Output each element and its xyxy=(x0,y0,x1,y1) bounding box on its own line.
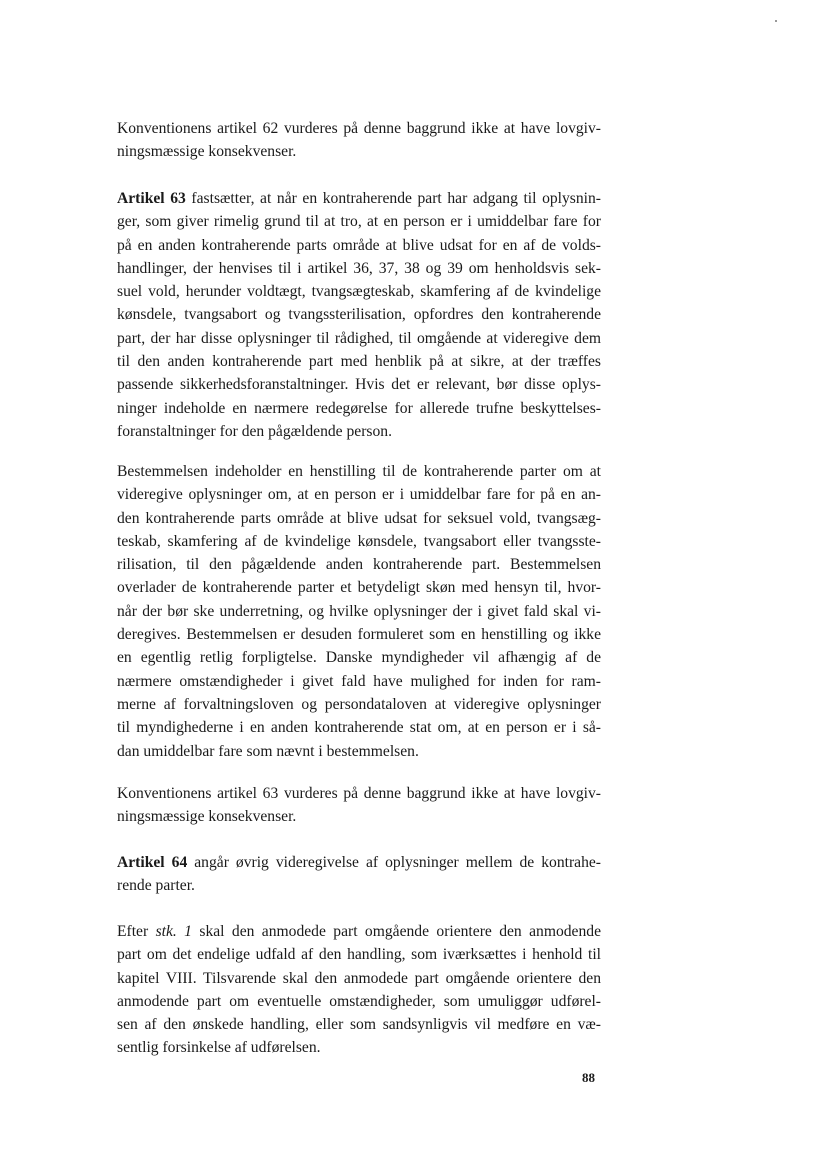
text-line: kapitel VIII. Tilsvarende skal den anmodede part omgående orientere den xyxy=(117,969,601,987)
subsection-reference: stk. 1 xyxy=(155,923,192,940)
text-line: den kontraherende parts område at blive udsat for seksuel vold, tvangsæg- xyxy=(117,509,601,527)
text-line: ningsmæssige konsekvenser. xyxy=(117,808,297,826)
text-line: på en anden kontraherende parts område at blive udsat for en af de volds- xyxy=(117,236,601,254)
text-line: til myndighederne i en anden kontraherende stat om, at en person er i så- xyxy=(117,719,601,737)
text-line: kønsdele, tvangsabort og tvangssterilisation, opfordres den kontraherende xyxy=(117,306,601,324)
text-line: deregives. Bestemmelsen er desuden formuleret som en henstilling og ikke xyxy=(117,626,601,644)
text-line: merne af forvaltningsloven og persondataloven at videregive oplysninger xyxy=(117,695,601,713)
article-heading: Artikel 63 xyxy=(117,190,186,207)
text-line: rende parter. xyxy=(117,877,195,895)
text-line: rilisation, til den pågældende anden kontraherende part. Bestemmelsen xyxy=(117,556,601,574)
text-line: til den anden kontraherende part med henblik på at sikre, at der træffes xyxy=(117,353,601,371)
text-line: Artikel 64 angår øvrig videregivelse af oplysninger mellem de kontrahe- xyxy=(117,854,601,871)
text-line: når der bør ske underretning, og hvilke oplysninger der i givet fald skal vi- xyxy=(117,602,601,620)
text-line: teskab, skamfering af de kvindelige kønsdele, tvangsabort eller tvangsste- xyxy=(117,532,601,550)
text-line: anmodende part om eventuelle omstændigheder, som umuliggør udførel- xyxy=(117,992,601,1010)
text-line: videregive oplysninger om, at en person er i umiddelbar fare for på en an- xyxy=(117,486,601,504)
paragraph-article-64-stk1 xyxy=(117,920,601,1060)
text-line: en egentlig retlig forpligtelse. Danske myndigheder vil afhængig af de xyxy=(117,649,601,667)
text-line: dan umiddelbar fare som nævnt i bestemmelsen. xyxy=(117,742,419,760)
text-line: Efter stk. 1 skal den anmodede part omgående orientere den anmodende xyxy=(117,923,601,940)
paragraph-article-64 xyxy=(117,851,601,898)
paragraph-article-62-conclusion xyxy=(117,117,601,164)
text-line: handlinger, der henvises til i artikel 36, 37, 38 og 39 om henholdsvis sek- xyxy=(117,259,601,277)
text-line: ningsmæssige konsekvenser. xyxy=(117,143,297,161)
text-line: Bestemmelsen indeholder en henstilling til de kontraherende parter om at xyxy=(117,463,601,480)
text-line: ninger indeholde en nærmere redegørelse for allerede trufne beskyttelses- xyxy=(117,399,601,417)
text-line: suel vold, herunder voldtægt, tvangsægteskab, skamfering af de kvindelige xyxy=(117,283,601,301)
text-line: passende sikkerhedsforanstaltninger. Hvis det er relevant, bør disse oplys- xyxy=(117,376,601,394)
text-line: part, der har disse oplysninger til rådighed, til omgående at videregive dem xyxy=(117,329,601,347)
text-line: sen af den ønskede handling, eller som sandsynligvis vil medføre en væ- xyxy=(117,1016,601,1034)
text-line: nærmere omstændigheder i givet fald have mulighed for inden for ram- xyxy=(117,672,601,690)
paragraph-article-63-conclusion xyxy=(117,782,601,829)
text-line: Konventionens artikel 63 vurderes på denne baggrund ikke at have lovgiv- xyxy=(117,785,601,802)
paragraph-article-63 xyxy=(117,187,601,443)
text-line: foranstaltninger for den pågældende person. xyxy=(117,422,392,440)
scan-speck xyxy=(775,20,777,22)
text-line: ger, som giver rimelig grund til at tro, at en person er i umiddelbar fare for xyxy=(117,213,601,231)
text-line: sentlig forsinkelse af udførelsen. xyxy=(117,1039,321,1057)
page-number: 88 xyxy=(582,1070,595,1085)
paragraph-provision-explanation xyxy=(117,460,601,763)
text-line: Konventionens artikel 62 vurderes på denne baggrund ikke at have lovgiv- xyxy=(117,120,601,137)
article-heading: Artikel 64 xyxy=(117,854,188,871)
text-line: Artikel 63 fastsætter, at når en kontraherende part har adgang til oplysnin- xyxy=(117,190,601,207)
text-line: part om det endelige udfald af den handling, som iværksættes i henhold til xyxy=(117,946,601,964)
text-line: overlader de kontraherende parter et betydeligt skøn med hensyn til, hvor- xyxy=(117,579,601,597)
